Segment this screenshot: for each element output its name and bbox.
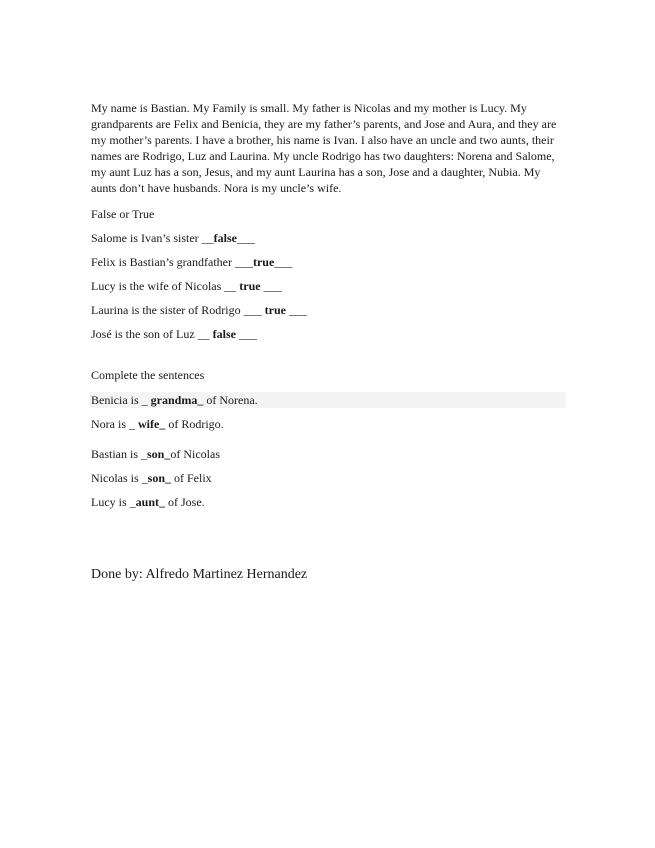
answer-text: true <box>264 303 286 317</box>
blank-text: ___ <box>285 303 307 317</box>
true-false-list <box>91 230 566 342</box>
answer-text: wife_ <box>138 417 166 431</box>
signature-line: Done by: Alfredo Martinez Hernandez <box>91 567 308 582</box>
true-false-item <box>91 302 566 318</box>
answer-text: false <box>213 231 237 245</box>
statement-text: Laurina is the sister of Rodrigo ___ <box>91 303 265 317</box>
answer-text: false <box>212 327 236 341</box>
true-false-item <box>91 254 566 270</box>
sentence-text: Nora is _ <box>91 417 138 431</box>
sentence-text: of Nicolas <box>170 447 220 461</box>
statement-text: Felix is Bastian’s grandfather ___ <box>91 255 253 269</box>
document-page <box>91 100 566 584</box>
statement-text: Salome is Ivan’s sister __ <box>91 231 214 245</box>
sentence-text: Benicia is _ <box>91 393 151 407</box>
sentence-text: of Rodrigo. <box>165 417 224 431</box>
true-false-item <box>91 230 566 246</box>
true-false-item <box>91 278 566 294</box>
answer-text: son_ <box>147 447 171 461</box>
blank-text: ___ <box>235 327 257 341</box>
sentence-text: Bastian is _ <box>91 447 147 461</box>
complete-heading: Complete the sentences <box>91 368 205 382</box>
answer-text: true <box>252 255 275 269</box>
sentence-text: of Norena. <box>203 393 258 407</box>
complete-item <box>89 392 566 408</box>
complete-list <box>91 392 566 510</box>
answer-text: grandma_ <box>150 393 204 407</box>
complete-item <box>91 416 566 432</box>
sentence-text: Nicolas is _ <box>91 471 148 485</box>
intro-paragraph: My name is Bastian. My Family is small. My father is Nicolas and my mother is Lucy. My grandparents are Felix and Benicia, they are my father’s parents, and Jose and Aura, and they are my mother’s parents. I have a brother, his name is Ivan. I also have an uncle and two aunts, their names are Rodrigo, Luz and Laurina. My uncle Rodrigo has two daughters: Norena and Salome, my aunt Luz has a son, Jesus, and my aunt Laurina has a son, Jose and a daughter, Nubia. My aunts don’t have husbands. Nora is my uncle’s wife. <box>91 101 557 195</box>
complete-item <box>91 494 566 510</box>
blank-text: ___ <box>274 255 293 269</box>
complete-item <box>91 470 566 486</box>
true-false-heading: False or True <box>91 207 155 221</box>
statement-text: José is the son of Luz __ <box>91 327 213 341</box>
complete-item <box>91 446 566 462</box>
blank-text: ___ <box>236 231 255 245</box>
statement-text: Lucy is the wife of Nicolas __ <box>91 279 240 293</box>
true-false-item <box>91 326 566 342</box>
sentence-text: Lucy is _ <box>91 495 136 509</box>
blank-text: ___ <box>260 279 282 293</box>
answer-text: son_ <box>147 471 172 485</box>
answer-text: aunt_ <box>135 495 166 509</box>
sentence-text: of Jose. <box>165 495 205 509</box>
answer-text: true <box>239 279 261 293</box>
sentence-text: of Felix <box>171 471 212 485</box>
